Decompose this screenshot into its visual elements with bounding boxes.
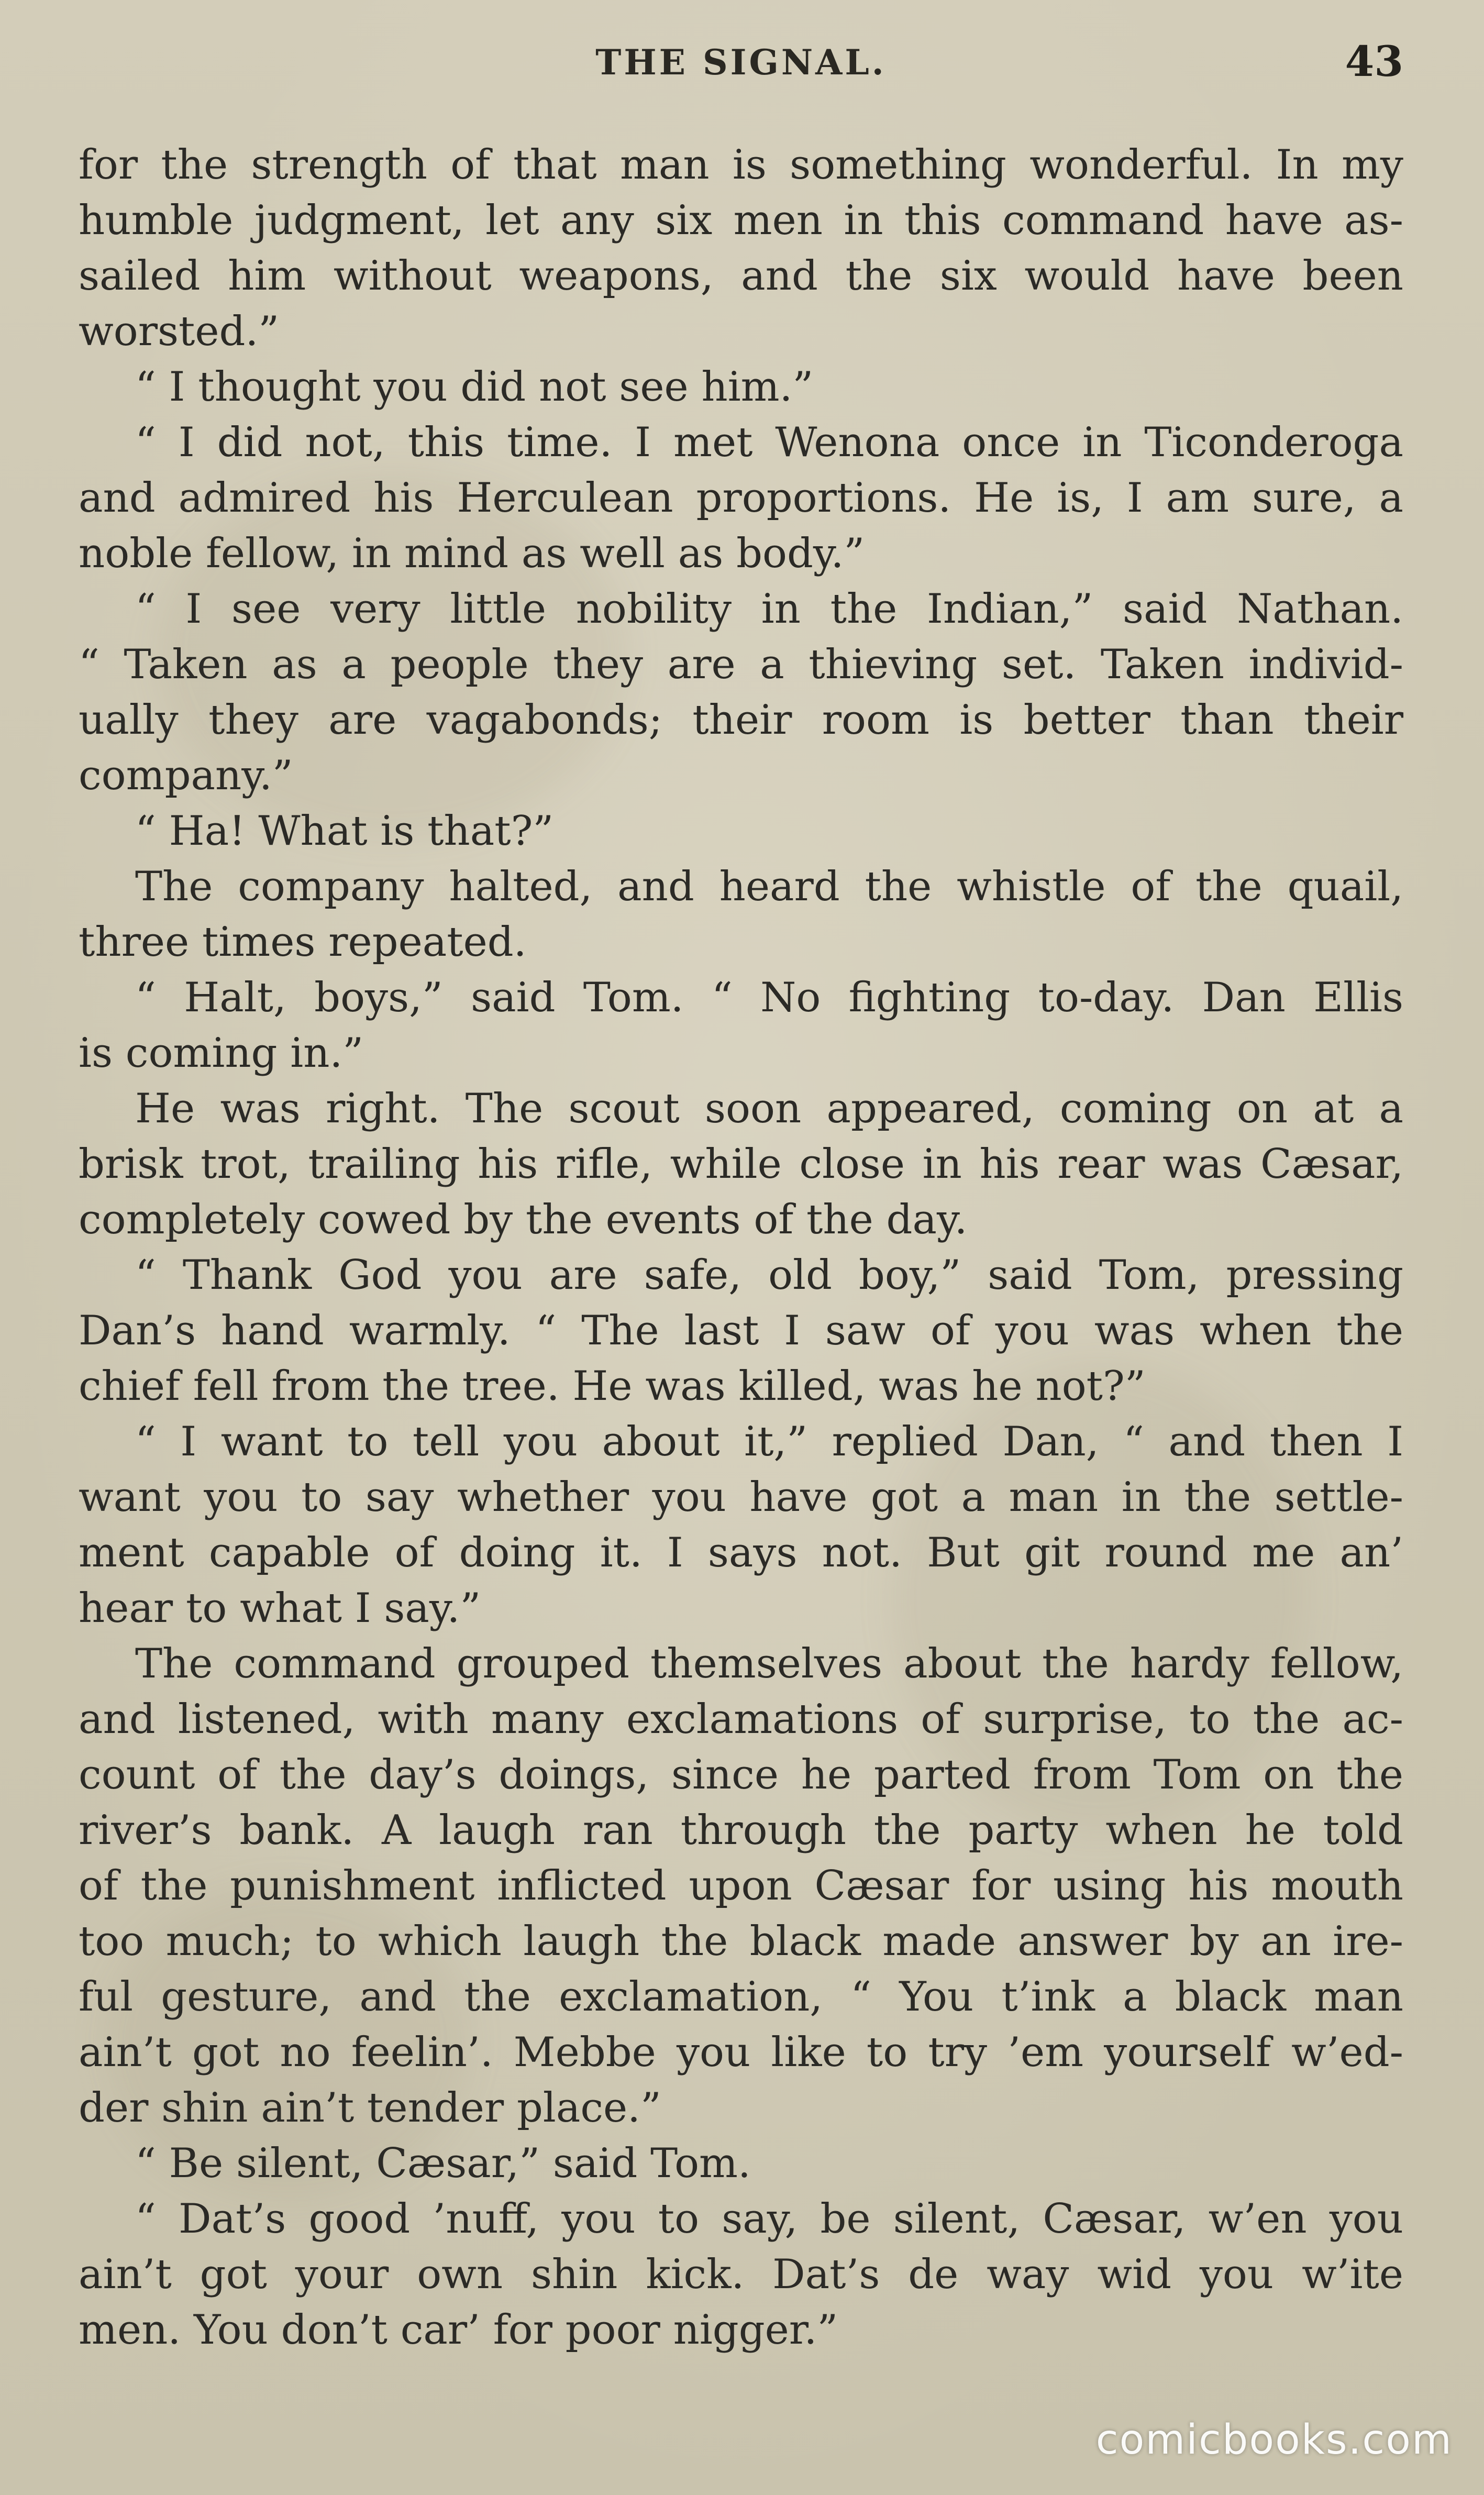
text-line: and listened, with many exclamations of surprise, to the ac- bbox=[79, 1696, 1403, 1743]
text-line: three times repeated. bbox=[79, 919, 527, 966]
text-line: of the punishment inflicted upon Cæsar for using his mouth bbox=[79, 1862, 1403, 1909]
text-line: “ Ha! What is that?” bbox=[135, 808, 554, 855]
text-line: for the strength of that man is something wonderful. In my bbox=[79, 141, 1403, 189]
text-line: company.” bbox=[79, 752, 293, 799]
text-line: ain’t got your own shin kick. Dat’s de way wid you w’ite bbox=[79, 2251, 1403, 2298]
text-line: brisk trot, trailing his rifle, while close in his rear was Cæsar, bbox=[79, 1141, 1403, 1188]
page-number: 43 bbox=[1345, 37, 1403, 86]
text-line: ful gesture, and the exclamation, “ You t’ink a black man bbox=[79, 1973, 1403, 2021]
running-title: THE SIGNAL. bbox=[595, 42, 887, 83]
text-line: ain’t got no feelin’. Mebbe you like to try ’em yourself w’ed- bbox=[79, 2029, 1403, 2076]
text-line: “ I did not, this time. I met Wenona once in Ticonderoga bbox=[135, 419, 1403, 466]
text-line: The command grouped themselves about the hardy fellow, bbox=[135, 1640, 1403, 1687]
watermark: comicbooks.com bbox=[1095, 2416, 1453, 2464]
text-line: “ Halt, boys,” said Tom. “ No fighting to-day. Dan Ellis bbox=[135, 974, 1403, 1021]
text-line: want you to say whether you have got a man in the settle- bbox=[79, 1474, 1403, 1521]
text-line: The company halted, and heard the whistle of the quail, bbox=[135, 863, 1403, 910]
text-line: completely cowed by the events of the day. bbox=[79, 1196, 968, 1243]
text-line: “ Thank God you are safe, old boy,” said Tom, pressing bbox=[135, 1252, 1403, 1299]
page-header bbox=[79, 37, 1403, 94]
text-line: worsted.” bbox=[79, 308, 280, 355]
text-line: river’s bank. A laugh ran through the party when he told bbox=[79, 1807, 1403, 1854]
text-line: count of the day’s doings, since he parted from Tom on the bbox=[79, 1751, 1403, 1798]
text-line: ment capable of doing it. I says not. But git round me an’ bbox=[79, 1529, 1403, 1576]
text-line: sailed him without weapons, and the six would have been bbox=[79, 252, 1403, 300]
text-line: “ I see very little nobility in the Indian,” said Nathan. bbox=[135, 586, 1403, 633]
text-line: ually they are vagabonds; their room is better than their bbox=[79, 697, 1403, 744]
text-line: He was right. The scout soon appeared, coming on at a bbox=[135, 1085, 1403, 1132]
text-line: Dan’s hand warmly. “ The last I saw of you was when the bbox=[79, 1307, 1403, 1354]
text-line: men. You don’t car’ for poor nigger.” bbox=[79, 2306, 838, 2354]
text-line: “ Be silent, Cæsar,” said Tom. bbox=[135, 2140, 751, 2187]
text-line: “ I want to tell you about it,” replied Dan, “ and then I bbox=[135, 1418, 1403, 1465]
body-text bbox=[79, 137, 1403, 2358]
text-line: too much; to which laugh the black made answer by an ire- bbox=[79, 1918, 1403, 1965]
text-line: chief fell from the tree. He was killed, was he not?” bbox=[79, 1363, 1146, 1410]
text-line: “ I thought you did not see him.” bbox=[135, 363, 814, 411]
text-line: der shin ain’t tender place.” bbox=[79, 2084, 661, 2132]
text-line: noble fellow, in mind as well as body.” bbox=[79, 530, 865, 577]
text-line: “ Taken as a people they are a thieving set. Taken individ- bbox=[79, 641, 1403, 688]
text-line: hear to what I say.” bbox=[79, 1585, 481, 1632]
text-line: is coming in.” bbox=[79, 1030, 364, 1077]
text-line: “ Dat’s good ’nuff, you to say, be silent, Cæsar, w’en you bbox=[135, 2195, 1403, 2243]
text-line: and admired his Herculean proportions. He is, I am sure, a bbox=[79, 474, 1403, 522]
text-line: humble judgment, let any six men in this command have as- bbox=[79, 197, 1403, 244]
